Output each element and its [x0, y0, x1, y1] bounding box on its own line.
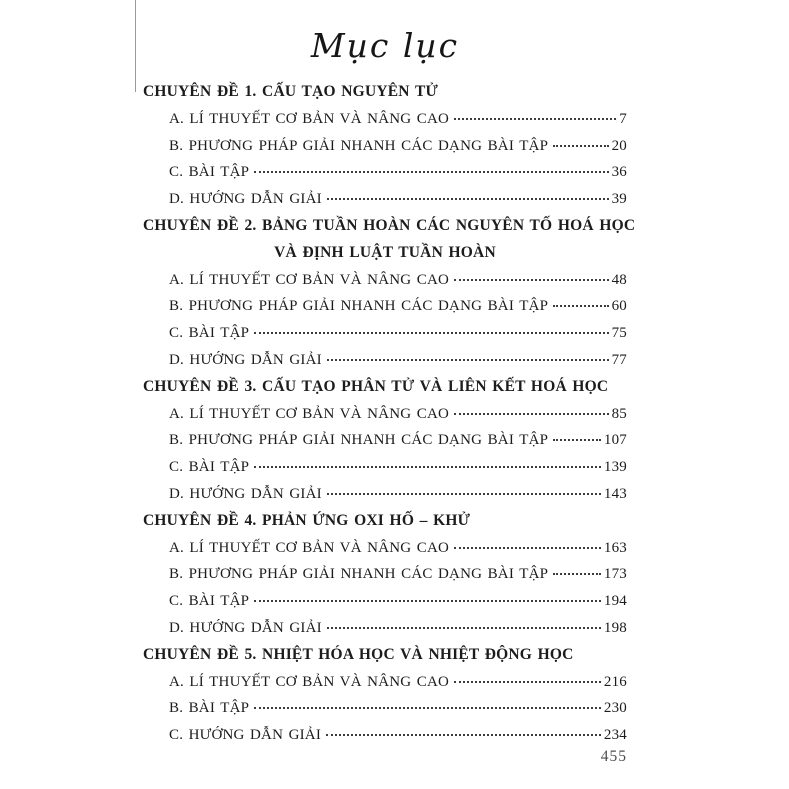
- toc-entry: [143, 133, 627, 160]
- toc-entry-label: A. LÍ THUYẾT CƠ BẢN VÀ NÂNG CAO: [169, 539, 450, 556]
- toc-entry: [143, 186, 627, 213]
- toc-entry-label: A. LÍ THUYẾT CƠ BẢN VÀ NÂNG CAO: [169, 405, 450, 422]
- dot-leader: [553, 305, 608, 307]
- toc-entry-page: 60: [611, 298, 627, 315]
- toc-entry-page: 7: [619, 110, 627, 127]
- dot-leader: [327, 198, 609, 200]
- dot-leader: [454, 279, 609, 281]
- toc-entry-label: C. BÀI TẬP: [169, 593, 250, 610]
- toc-entry-page: 20: [611, 137, 627, 154]
- toc-entry-page: 163: [603, 539, 627, 556]
- toc-entry-label: C. BÀI TẬP: [169, 325, 250, 342]
- toc-entry-page: 194: [603, 593, 627, 610]
- toc-entry: [143, 615, 627, 642]
- toc-entry-label: A. LÍ THUYẾT CƠ BẢN VÀ NÂNG CAO: [169, 673, 450, 690]
- toc-entry-label: B. PHƯƠNG PHÁP GIẢI NHANH CÁC DẠNG BÀI TẬP: [169, 566, 549, 583]
- toc-entry-page: 198: [603, 619, 627, 636]
- dot-leader: [454, 118, 616, 120]
- dot-leader: [254, 707, 601, 709]
- toc-entry: [143, 722, 627, 749]
- dot-leader: [454, 681, 601, 683]
- toc-entry-label: C. BÀI TẬP: [169, 164, 250, 181]
- toc-entry: [143, 106, 627, 133]
- toc-entry-page: 75: [611, 325, 627, 342]
- chapter-section-1: [143, 79, 627, 213]
- chapter-heading: CHUYÊN ĐỀ 2. BẢNG TUẦN HOÀN CÁC NGUYÊN TỐ HOÁ HỌC: [143, 216, 636, 234]
- toc-entry: [143, 427, 627, 454]
- toc-entry: [143, 293, 627, 320]
- toc-entry-page: 85: [611, 405, 627, 422]
- toc-entry-label: D. HƯỚNG DẪN GIẢI: [169, 619, 322, 636]
- dot-leader: [327, 359, 609, 361]
- dot-leader: [454, 413, 609, 415]
- toc-entry: [143, 695, 627, 722]
- chapter-heading: CHUYÊN ĐỀ 4. PHẢN ỨNG OXI HỐ – KHỬ: [143, 511, 471, 529]
- toc-entry-label: D. HƯỚNG DẪN GIẢI: [169, 191, 322, 208]
- dot-leader: [327, 493, 601, 495]
- dot-leader: [553, 573, 601, 575]
- dot-leader: [454, 547, 601, 549]
- toc-entry: [143, 320, 627, 347]
- chapter-section-5: [143, 642, 627, 749]
- toc-entry-page: 48: [611, 271, 627, 288]
- toc-entry-page: 39: [611, 191, 627, 208]
- toc-entry-page: 139: [603, 459, 627, 476]
- chapter-section-4: [143, 508, 627, 642]
- dot-leader: [254, 466, 601, 468]
- toc-entry-label: D. HƯỚNG DẪN GIẢI: [169, 351, 322, 368]
- toc-entry-page: 36: [611, 164, 627, 181]
- toc-entry-label: B. PHƯƠNG PHÁP GIẢI NHANH CÁC DẠNG BÀI TẬP: [169, 298, 549, 315]
- dot-leader: [327, 627, 601, 629]
- dot-leader: [254, 332, 608, 334]
- toc-entry-label: A. LÍ THUYẾT CƠ BẢN VÀ NÂNG CAO: [169, 271, 450, 288]
- page-content: [143, 0, 636, 749]
- toc-entry: [143, 454, 627, 481]
- toc-entry-page: 216: [603, 673, 627, 690]
- toc-entry: [143, 159, 627, 186]
- toc-entry: [143, 535, 627, 562]
- toc-entry: [143, 401, 627, 428]
- toc-entry-label: A. LÍ THUYẾT CƠ BẢN VÀ NÂNG CAO: [169, 110, 450, 127]
- toc-entry-label: B. PHƯƠNG PHÁP GIẢI NHANH CÁC DẠNG BÀI TẬP: [169, 137, 549, 154]
- toc-entry-page: 77: [611, 351, 627, 368]
- toc-entry-label: D. HƯỚNG DẪN GIẢI: [169, 485, 322, 502]
- page-number: 455: [600, 748, 627, 765]
- chapter-heading-line2: VÀ ĐỊNH LUẬT TUẦN HOÀN: [274, 243, 496, 261]
- toc-entry-label: C. BÀI TẬP: [169, 459, 250, 476]
- toc-entry: [143, 347, 627, 374]
- toc-entry: [143, 267, 627, 294]
- scan-edge-artifact: [135, 0, 136, 92]
- chapter-heading: CHUYÊN ĐỀ 3. CẤU TẠO PHÂN TỬ VÀ LIÊN KẾT HOÁ HỌC: [143, 377, 609, 395]
- dot-leader: [553, 145, 608, 147]
- chapter-section-3: [143, 374, 627, 508]
- dot-leader: [553, 439, 601, 441]
- table-of-contents: [143, 79, 636, 749]
- dot-leader: [254, 600, 601, 602]
- toc-entry-page: 230: [603, 700, 627, 717]
- page-title: Mục lục: [310, 26, 460, 65]
- toc-entry-page: 143: [603, 485, 627, 502]
- dot-leader: [254, 171, 608, 173]
- toc-entry-page: 173: [603, 566, 627, 583]
- toc-entry: [143, 561, 627, 588]
- toc-entry: [143, 588, 627, 615]
- toc-entry-label: B. PHƯƠNG PHÁP GIẢI NHANH CÁC DẠNG BÀI TẬP: [169, 432, 549, 449]
- toc-entry: [143, 481, 627, 508]
- toc-entry-label: C. HƯỚNG DẪN GIẢI: [169, 727, 322, 744]
- toc-entry-page: 107: [603, 432, 627, 449]
- toc-entry-page: 234: [603, 727, 627, 744]
- chapter-section-2: [143, 213, 636, 374]
- toc-entry: [143, 669, 627, 696]
- chapter-heading: CHUYÊN ĐỀ 1. CẤU TẠO NGUYÊN TỬ: [143, 83, 439, 100]
- dot-leader: [326, 734, 601, 736]
- chapter-heading: CHUYÊN ĐỀ 5. NHIỆT HÓA HỌC VÀ NHIỆT ĐỘNG HỌC: [143, 645, 574, 663]
- toc-entry-label: B. BÀI TẬP: [169, 700, 250, 717]
